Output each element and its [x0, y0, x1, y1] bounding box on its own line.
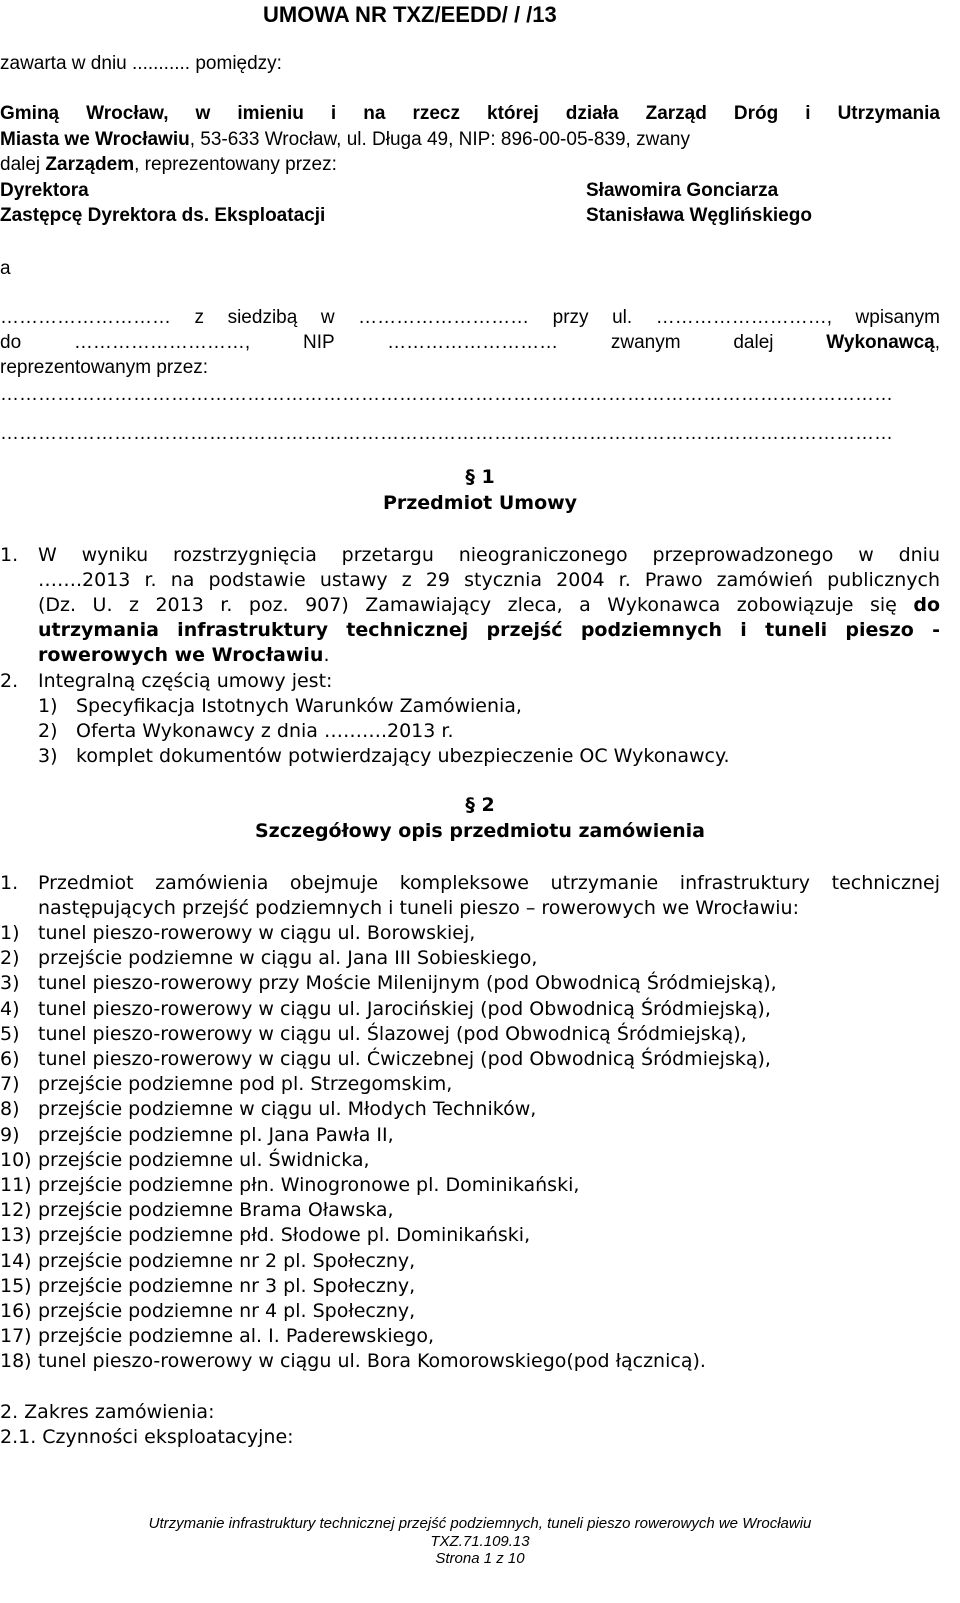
s1-p1-line5: [38, 646, 330, 665]
list-item-text: tunel pieszo-rowerowy w ciągu ul. Borowskiej,: [38, 922, 476, 944]
list-item-number: 17): [0, 1325, 32, 1348]
list-item: [0, 949, 537, 968]
list-item-number: 12): [0, 1199, 32, 1222]
list-item: [0, 1100, 536, 1119]
list-item: [0, 1226, 530, 1245]
list-item-number: 3): [0, 972, 20, 995]
list-item-text: tunel pieszo-rowerowy w ciągu ul. Ćwiczebnej (pod Obwodnicą Śródmiejską),: [38, 1048, 771, 1070]
list-item-text: przejście podziemne pod pl. Strzegomskim,: [38, 1073, 453, 1096]
s1-p1-line2: …….2013 r. na podstawie ustawy z 29 stycznia 2004 r. Prawo zamówień publicznych: [38, 569, 940, 591]
s2-p1-number: 1.: [0, 872, 19, 894]
rep1-name: Sławomira Gonciarza: [586, 180, 779, 201]
list-item-text: Specyfikacja Istotnych Warunków Zamówienia,: [76, 695, 522, 717]
list-item-text: Oferta Wykonawcy z dnia ……….2013 r.: [76, 720, 454, 742]
section2-heading: Szczegółowy opis przedmiotu zamówienia: [255, 820, 705, 842]
list-item: [0, 1148, 370, 1171]
list-item-text: przejście podziemne ul. Świdnicka,: [38, 1148, 370, 1171]
party1-line3-pre: dalej: [0, 154, 46, 175]
s1-p1-line5-bold: rowerowych we Wrocławiu: [38, 644, 324, 666]
list-item-number: 15): [0, 1274, 32, 1297]
list-item-number: 2): [38, 720, 58, 742]
list-item: [0, 1249, 416, 1272]
list-item-text: przejście podziemne w ciągu al. Jana III Sobieskiego,: [38, 947, 538, 970]
list-item: [0, 1123, 394, 1146]
list-item-number: 8): [0, 1098, 20, 1121]
list-item: [0, 1302, 415, 1321]
list-item: [0, 997, 771, 1020]
list-item: [38, 747, 730, 766]
list-item: [0, 1274, 416, 1297]
s1-p1-line1: W wyniku rozstrzygnięcia przetargu nieograniczonego przeprowadzonego w dniu: [38, 544, 940, 566]
contract-title: UMOWA NR TXZ/EEDD/ / /13: [263, 2, 557, 27]
list-item-text: przejście podziemne nr 3 pl. Społeczny,: [38, 1274, 416, 1297]
s1-p1-line3: [38, 596, 940, 615]
list-item-text: tunel pieszo-rowerowy przy Moście Milenijnym (pod Obwodnicą Śródmiejską),: [38, 972, 777, 995]
s1-p2-number: 2.: [0, 670, 19, 692]
party2-line1: ……………………… z siedzibą w ……………………… przy ul. ………………………, wpisanym: [0, 307, 940, 328]
list-item-number: 1): [0, 922, 20, 944]
dotted-line: ……………………………………………………………………………………………………………………………: [0, 424, 893, 443]
list-item-text: przejście podziemne al. I. Paderewskiego,: [38, 1325, 435, 1348]
footer-page-number: Strona 1 z 10: [435, 1550, 525, 1567]
party2-alias: Wykonawcą: [826, 332, 935, 353]
list-item-text: przejście podziemne płd. Słodowe pl. Dominikański,: [38, 1224, 531, 1247]
list-item: [0, 1050, 771, 1069]
list-item-number: 16): [0, 1300, 32, 1322]
list-item: [38, 697, 522, 716]
list-item-number: 13): [0, 1224, 32, 1247]
party2-line2-post: ,: [934, 332, 940, 353]
party1-name-bold: Miasta we Wrocławiu: [0, 129, 190, 150]
list-item-number: 7): [0, 1073, 20, 1096]
s1-p1-number: 1.: [0, 544, 19, 566]
list-item: [0, 1075, 452, 1094]
list-item: [0, 1022, 747, 1045]
s2-p1-line1: Przedmiot zamówienia obejmuje kompleksowe utrzymanie infrastruktury technicznej: [38, 872, 940, 894]
list-item-text: przejście podziemne nr 2 pl. Społeczny,: [38, 1249, 416, 1272]
list-item: [38, 722, 454, 741]
list-item: [0, 924, 475, 943]
list-item-number: 14): [0, 1249, 32, 1272]
footer-reference: TXZ.71.109.13: [430, 1533, 530, 1550]
dotted-line: ……………………………………………………………………………………………………………………………: [0, 385, 893, 404]
list-item-text: komplet dokumentów potwierdzający ubezpieczenie OC Wykonawcy.: [76, 745, 730, 767]
list-item-number: 11): [0, 1174, 32, 1196]
party1-line3: [0, 155, 337, 174]
s2-p21: 2.1. Czynności eksploatacyjne:: [0, 1426, 294, 1448]
list-item-number: 10): [0, 1148, 32, 1171]
list-item-number: 6): [0, 1048, 20, 1070]
s2-p2: 2. Zakres zamówienia:: [0, 1401, 215, 1423]
s1-p1-line3-text: (Dz. U. z 2013 r. poz. 907) Zamawiający zleca, a Wykonawca zobowiązuje się: [38, 594, 914, 616]
list-item-text: tunel pieszo-rowerowy w ciągu ul. Jarocińskiej (pod Obwodnicą Śródmiejską),: [38, 997, 771, 1020]
party1-line3-post: , reprezentowany przez:: [134, 154, 337, 175]
list-item: [0, 1176, 579, 1195]
list-item-text: przejście podziemne Brama Oławska,: [38, 1199, 394, 1222]
s1-p1-line5-post: .: [323, 644, 330, 666]
s1-p1-line4: utrzymania infrastruktury technicznej przejść podziemnych i tuneli pieszo -: [38, 619, 940, 641]
party2-line3: reprezentowanym przez:: [0, 357, 209, 378]
s1-p2-text: Integralną częścią umowy jest:: [38, 670, 333, 692]
list-item: [0, 1352, 706, 1371]
rep2-name: Stanisława Węglińskiego: [586, 205, 812, 226]
list-item-text: tunel pieszo-rowerowy w ciągu ul. Bora Komorowskiego(pod łącznicą).: [38, 1350, 706, 1373]
section1-heading: Przedmiot Umowy: [382, 492, 578, 514]
s1-p1-line3-bold: do: [913, 594, 940, 616]
section1-number: § 1: [465, 466, 495, 488]
rep1-role: Dyrektora: [0, 180, 89, 201]
section2-number: § 2: [465, 794, 495, 816]
list-item-number: 18): [0, 1350, 32, 1373]
party1-address: , 53-633 Wrocław, ul. Długa 49, NIP: 896-00-05-839, zwany: [189, 129, 690, 150]
list-item: [0, 1327, 434, 1346]
party1-alias: Zarządem: [45, 154, 135, 175]
list-item: [0, 1201, 394, 1220]
list-item-number: 3): [38, 745, 58, 767]
party2-line2-pre: do ………………………, NIP ……………………… zwanym dalej: [0, 332, 827, 353]
party2-line2: [0, 333, 940, 352]
rep2-role: Zastępcę Dyrektora ds. Eksploatacji: [0, 205, 326, 226]
and-connector: a: [0, 258, 11, 279]
list-item-text: tunel pieszo-rowerowy w ciągu ul. Ślazowej (pod Obwodnicą Śródmiejską),: [38, 1022, 747, 1045]
list-item-text: przejście podziemne nr 4 pl. Społeczny,: [38, 1300, 416, 1322]
list-item-number: 1): [38, 695, 58, 717]
list-item: [0, 974, 777, 993]
list-item-text: przejście podziemne płn. Winogronowe pl. Dominikański,: [38, 1174, 580, 1196]
list-item-number: 2): [0, 947, 20, 970]
list-item-number: 4): [0, 997, 20, 1020]
list-item-number: 9): [0, 1123, 20, 1146]
contract-date-line: zawarta w dniu ........... pomiędzy:: [0, 53, 282, 74]
list-item-text: przejście podziemne pl. Jana Pawła II,: [38, 1123, 394, 1146]
list-item-text: przejście podziemne w ciągu ul. Młodych Techników,: [38, 1098, 537, 1121]
party1-line2: [0, 130, 940, 149]
party1-line1: Gminą Wrocław, w imieniu i na rzecz której działa Zarząd Dróg i Utrzymania: [0, 103, 940, 124]
footer-title: Utrzymanie infrastruktury technicznej przejść podziemnych, tuneli pieszo rowerowych we Wrocławiu: [148, 1515, 812, 1532]
list-item-number: 5): [0, 1022, 20, 1045]
s2-p1-line2: następujących przejść podziemnych i tuneli pieszo – rowerowych we Wrocławiu:: [38, 897, 799, 919]
